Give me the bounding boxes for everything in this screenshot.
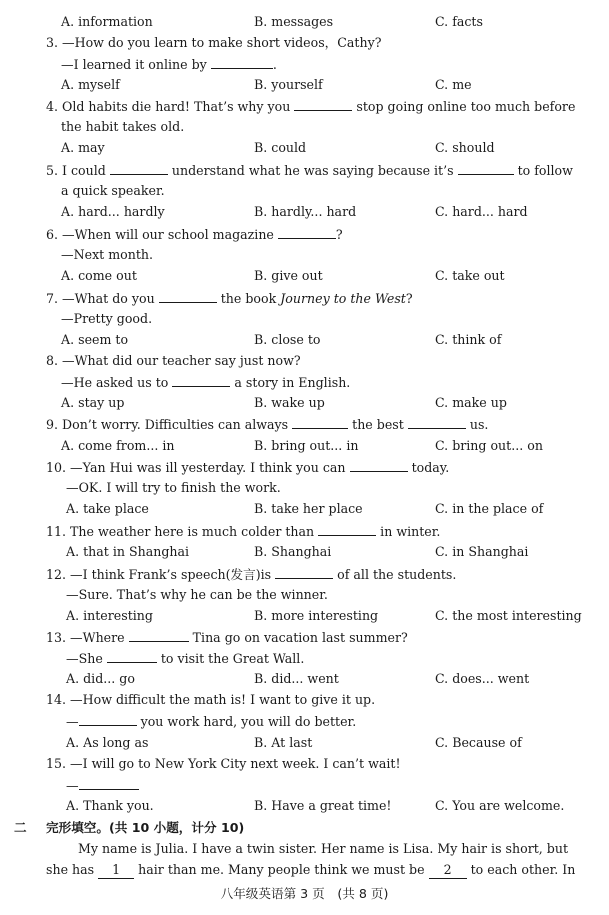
q10-blank[interactable] [350, 457, 408, 472]
q12-option-c: C. the most interesting [435, 608, 582, 623]
section-number: 二 [14, 820, 27, 835]
passage-line-2 [0, 860, 609, 880]
q4-text-2: the habit takes old. [61, 119, 185, 134]
q15-options [0, 796, 609, 816]
q5-stem [0, 160, 609, 180]
q14-text-2: — you work hard, you will do better. [66, 711, 356, 732]
cloze-blank-1[interactable]: 1 [98, 862, 134, 879]
q6-text-2: —Next month. [61, 247, 154, 262]
q4-stem [0, 96, 609, 116]
q4-text: 4. Old habits die hard! That’s why you stop going online too much before [46, 96, 575, 117]
q8-blank[interactable] [172, 372, 230, 387]
q7-option-b: B. close to [254, 332, 321, 347]
q6-options [0, 266, 609, 286]
q8-answer-line [0, 372, 609, 392]
q7-option-c: C. think of [435, 332, 502, 347]
q10-text-2: —OK. I will try to finish the work. [66, 480, 281, 495]
q14-option-a: A. As long as [66, 735, 149, 750]
q8-option-c: C. make up [435, 395, 507, 410]
q11-option-a: A. that in Shanghai [66, 544, 190, 559]
q10-answer-line [0, 478, 609, 498]
q6-stem [0, 224, 609, 244]
passage-line-1 [0, 839, 609, 859]
q7-stem [0, 288, 609, 308]
q6-option-b: B. give out [254, 268, 323, 283]
q3-text: 3. —How do you learn to make short videos，Cathy? [46, 35, 382, 50]
q15-option-c: C. You are welcome. [435, 798, 565, 813]
q13-blank-1[interactable] [129, 627, 189, 642]
q5-option-c: C. hard... hard [435, 204, 528, 219]
q14-options [0, 733, 609, 753]
q7-answer-line [0, 309, 609, 329]
q15-text-2: — [66, 775, 139, 796]
q11-stem [0, 521, 609, 541]
q14-option-c: C. Because of [435, 735, 522, 750]
passage-text-1: My name is Julia. I have a twin sister. Her name is Lisa. My hair is short, but [78, 841, 569, 856]
q11-blank[interactable] [318, 521, 376, 536]
q5-options [0, 202, 609, 222]
q9-blank-2[interactable] [408, 414, 466, 429]
q3-options [0, 75, 609, 95]
passage-text-2: she has 1 hair than me. Many people think we must be 2 to each other. In [46, 862, 576, 877]
q6-option-a: A. come out [61, 268, 137, 283]
q13-text: 13. —Where Tina go on vacation last summer? [46, 627, 408, 648]
q9-stem [0, 414, 609, 434]
q15-blank[interactable] [79, 775, 139, 790]
q12-answer-line [0, 585, 609, 605]
q6-option-c: C. take out [435, 268, 505, 283]
q14-blank[interactable] [79, 711, 137, 726]
q15-answer-line [0, 775, 609, 795]
q13-option-a: A. did... go [66, 671, 135, 686]
q7-option-a: A. seem to [61, 332, 129, 347]
q12-stem [0, 564, 609, 584]
q12-text: 12. —I think Frank’s speech(发言)is of all the students. [46, 564, 456, 585]
q13-option-b: B. did... went [254, 671, 339, 686]
q11-option-b: B. Shanghai [254, 544, 332, 559]
q15-text: 15. —I will go to New York City next week. I can’t wait! [46, 756, 401, 771]
q12-option-b: B. more interesting [254, 608, 379, 623]
q10-option-a: A. take place [66, 501, 149, 516]
q8-options [0, 393, 609, 413]
q9-text: 9. Don’t worry. Difficulties can always the best us. [46, 414, 488, 435]
q15-option-b: B. Have a great time! [254, 798, 392, 813]
q7-blank[interactable] [159, 288, 217, 303]
q14-stem [0, 690, 609, 710]
q4-stem-2 [0, 117, 609, 137]
q10-text: 10. —Yan Hui was ill yesterday. I think you can today. [46, 457, 449, 478]
q3-option-a: A. myself [61, 77, 120, 92]
q7-text: 7. —What do you the book Journey to the West? [46, 288, 413, 309]
q13-options [0, 669, 609, 689]
q10-option-b: B. take her place [254, 501, 363, 516]
q3-answer-line [0, 54, 609, 74]
q5-blank-1[interactable] [110, 160, 168, 175]
q6-answer-line [0, 245, 609, 265]
q11-options [0, 542, 609, 562]
q9-option-c: C. bring out... on [435, 438, 543, 453]
q3-text-2: —I learned it online by . [61, 54, 277, 75]
q3-blank[interactable] [211, 54, 273, 69]
q11-option-c: C. in Shanghai [435, 544, 529, 559]
q10-stem [0, 457, 609, 477]
q6-text: 6. —When will our school magazine ? [46, 224, 343, 245]
q12-options [0, 606, 609, 626]
q13-stem [0, 627, 609, 647]
section-title: 完形填空。(共 10 小题，计分 10) [46, 820, 245, 835]
q4-option-c: C. should [435, 140, 495, 155]
q15-stem [0, 754, 609, 774]
q7-book-title: Journey to the West [280, 291, 406, 306]
q14-text: 14. —How difficult the math is! I want to give it up. [46, 692, 376, 707]
q2-option-c: C. facts [435, 14, 483, 29]
q12-option-a: A. interesting [66, 608, 153, 623]
q4-option-b: B. could [254, 140, 307, 155]
q14-option-b: B. At last [254, 735, 313, 750]
q13-blank-2[interactable] [107, 648, 157, 663]
q13-text-2: —She to visit the Great Wall. [66, 648, 304, 669]
q13-answer-line [0, 648, 609, 668]
q10-options [0, 499, 609, 519]
q11-text: 11. The weather here is much colder than in winter. [46, 521, 440, 542]
q5-text: 5. I could understand what he was saying because it’s to follow [46, 160, 573, 181]
q3-option-c: C. me [435, 77, 472, 92]
q8-option-b: B. wake up [254, 395, 325, 410]
q9-options [0, 436, 609, 456]
q8-text: 8. —What did our teacher say just now? [46, 353, 301, 368]
q9-blank-1[interactable] [292, 414, 348, 429]
q8-text-2: —He asked us to a story in English. [61, 372, 350, 393]
q2-option-b: B. messages [254, 14, 334, 29]
q4-options [0, 138, 609, 158]
q2-options [0, 12, 609, 32]
q9-option-a: A. come from... in [61, 438, 175, 453]
q3-stem [0, 33, 609, 53]
q4-blank[interactable] [294, 96, 352, 111]
q8-option-a: A. stay up [61, 395, 125, 410]
q14-answer-line [0, 711, 609, 731]
q12-blank[interactable] [275, 564, 333, 579]
q6-blank[interactable] [278, 224, 336, 239]
q7-options [0, 330, 609, 350]
q13-option-c: C. does... went [435, 671, 530, 686]
q2-option-a: A. information [61, 14, 153, 29]
cloze-blank-2[interactable]: 2 [429, 862, 467, 879]
q5-text-2: a quick speaker. [61, 183, 165, 198]
q5-stem-2 [0, 181, 609, 201]
q4-option-a: A. may [61, 140, 105, 155]
page-footer: 八年级英语第 3 页 (共 8 页) [220, 886, 389, 901]
q7-text-2: —Pretty good. [61, 311, 153, 326]
q10-option-c: C. in the place of [435, 501, 544, 516]
q15-option-a: A. Thank you. [66, 798, 154, 813]
q5-blank-2[interactable] [458, 160, 514, 175]
q5-option-b: B. hardly... hard [254, 204, 357, 219]
q9-option-b: B. bring out... in [254, 438, 359, 453]
q5-option-a: A. hard... hardly [61, 204, 165, 219]
q3-option-b: B. yourself [254, 77, 323, 92]
q8-stem [0, 351, 609, 371]
section-2-heading [0, 818, 609, 838]
q12-text-2: —Sure. That’s why he can be the winner. [66, 587, 328, 602]
